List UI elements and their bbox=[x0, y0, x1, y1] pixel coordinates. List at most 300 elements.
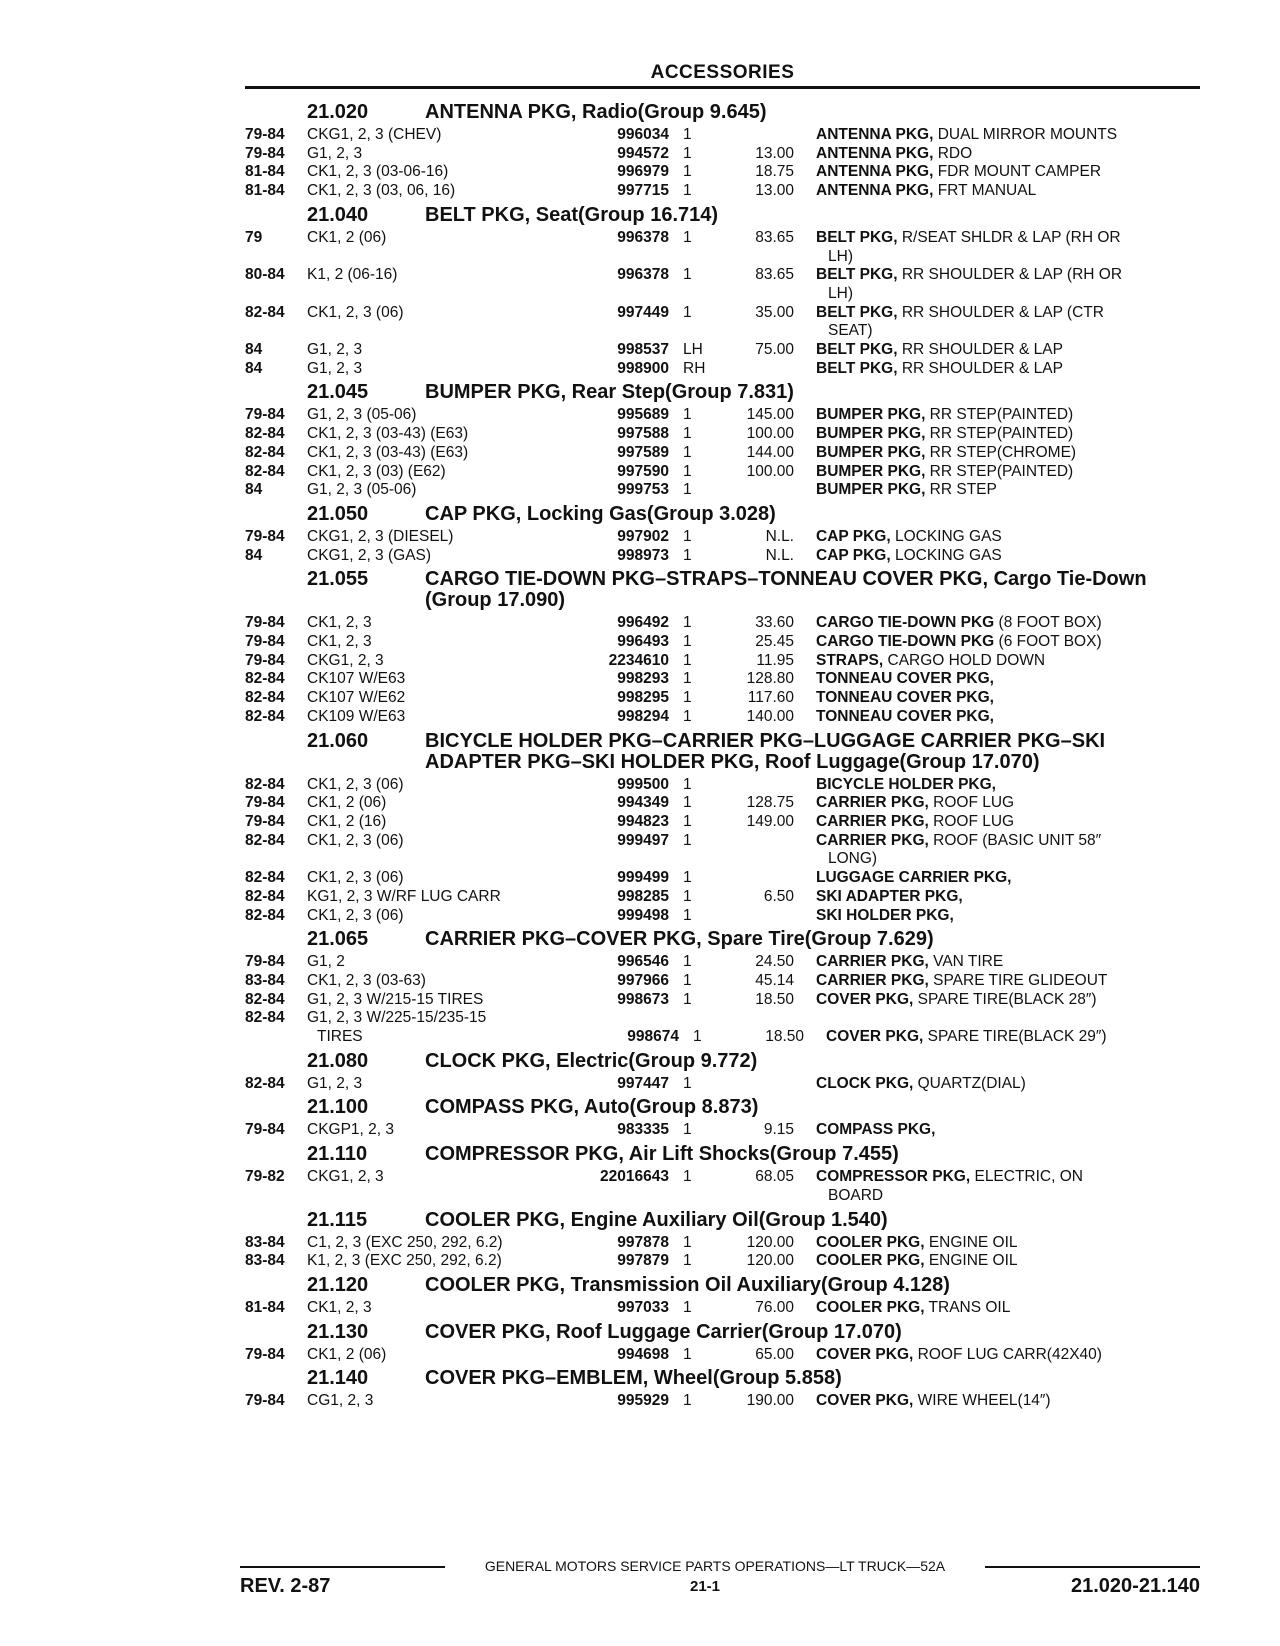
description bbox=[794, 689, 1166, 708]
part-number: 22016643 bbox=[600, 1168, 669, 1186]
catalog-section bbox=[245, 1210, 1200, 1271]
part-number: 997033 bbox=[617, 1298, 669, 1316]
part-row bbox=[245, 652, 1200, 671]
price-blank bbox=[718, 248, 794, 267]
part-row bbox=[245, 547, 1200, 566]
model-years: 79-84 bbox=[245, 812, 285, 830]
application: G1, 2, 3 W/225-15/235-15 bbox=[307, 1009, 487, 1027]
description bbox=[794, 776, 1166, 795]
part-number: 997588 bbox=[617, 425, 669, 443]
footer-page-number: 21-1 bbox=[689, 1578, 721, 1595]
description-text: LOCKING GAS bbox=[890, 546, 1002, 564]
price: 65.00 bbox=[755, 1345, 794, 1363]
application-blank bbox=[307, 285, 577, 304]
application: CK1, 2, 3 bbox=[307, 1298, 372, 1316]
description bbox=[794, 907, 1166, 926]
price bbox=[718, 907, 794, 926]
description bbox=[794, 1009, 1166, 1028]
description-continued-row bbox=[245, 285, 1200, 304]
part-row bbox=[245, 1299, 1200, 1318]
description-keyword: TONNEAU COVER PKG, bbox=[816, 707, 994, 725]
section-title: BICYCLE HOLDER PKG–CARRIER PKG–LUGGAGE CARRIER PKG–SKI ADAPTER PKG–SKI HOLDER PKG, Roof Luggage(Group 17.070) bbox=[425, 729, 1106, 773]
application: G1, 2, 3 bbox=[307, 1074, 363, 1092]
application: CK1, 2, 3 (03-63) bbox=[307, 971, 426, 989]
price: 145.00 bbox=[746, 406, 794, 424]
section-heading bbox=[245, 731, 1200, 773]
model-years: 79-84 bbox=[245, 633, 285, 651]
quantity: 1 bbox=[683, 812, 692, 830]
price: 117.60 bbox=[747, 689, 794, 707]
part-number: 994349 bbox=[617, 794, 669, 812]
application: CG1, 2, 3 bbox=[307, 1392, 374, 1410]
catalog-section bbox=[245, 382, 1200, 500]
price bbox=[718, 869, 794, 888]
description-continued: LH) bbox=[828, 284, 853, 302]
quantity: 1 bbox=[683, 971, 692, 989]
price: 76.00 bbox=[755, 1298, 794, 1316]
description-keyword: BUMPER PKG, bbox=[816, 406, 926, 424]
part-number-blank bbox=[577, 1187, 669, 1206]
application: CK1, 2, 3 (03-06-16) bbox=[307, 163, 449, 181]
application: CK1, 2 (06) bbox=[307, 228, 387, 246]
quantity: 1 bbox=[683, 887, 692, 905]
part-number: 997878 bbox=[617, 1233, 669, 1251]
price: 128.75 bbox=[746, 794, 794, 812]
section-heading bbox=[245, 102, 1200, 123]
description-text: RR STEP bbox=[925, 481, 997, 499]
part-number-blank bbox=[577, 248, 669, 267]
part-number: 995689 bbox=[617, 406, 669, 424]
page-title: ACCESSORIES bbox=[650, 62, 795, 83]
description-continued-row bbox=[245, 850, 1200, 869]
part-row bbox=[245, 813, 1200, 832]
price bbox=[718, 481, 794, 500]
part-row bbox=[245, 360, 1200, 379]
price bbox=[718, 776, 794, 795]
section-title: CARRIER PKG–COVER PKG, Spare Tire(Group 7.629) bbox=[425, 928, 934, 951]
description bbox=[794, 1346, 1166, 1365]
section-heading bbox=[245, 929, 1200, 950]
quantity-blank bbox=[669, 285, 718, 304]
description-text: QUARTZ(DIAL) bbox=[913, 1074, 1026, 1092]
part-row bbox=[245, 689, 1200, 708]
description-text: ROOF LUG bbox=[928, 794, 1015, 812]
quantity: 1 bbox=[683, 144, 692, 162]
description-keyword: BUMPER PKG, bbox=[816, 443, 926, 461]
description-text: VAN TIRE bbox=[928, 953, 1004, 971]
model-years: 79 bbox=[245, 228, 263, 246]
part-number: 999753 bbox=[617, 481, 669, 499]
quantity bbox=[669, 1009, 718, 1028]
application: KG1, 2, 3 W/RF LUG CARR bbox=[307, 887, 501, 905]
quantity: 1 bbox=[683, 614, 692, 632]
price: 18.50 bbox=[755, 990, 794, 1008]
description-keyword: BELT PKG, bbox=[816, 303, 898, 321]
description-text: (6 FOOT BOX) bbox=[994, 633, 1102, 651]
description-continued: SEAT) bbox=[828, 322, 873, 340]
description bbox=[794, 794, 1166, 813]
model-years: 82-84 bbox=[245, 887, 285, 905]
quantity: 1 bbox=[683, 1252, 692, 1270]
section-number: 21.040 bbox=[307, 203, 369, 226]
part-row bbox=[245, 126, 1200, 145]
description-continued-row bbox=[245, 248, 1200, 267]
section-number: 21.140 bbox=[307, 1367, 369, 1390]
description bbox=[794, 1168, 1166, 1187]
part-number: 998673 bbox=[617, 990, 669, 1008]
description-keyword: CARRIER PKG, bbox=[816, 953, 929, 971]
quantity-blank bbox=[669, 850, 718, 869]
model-years: 82-84 bbox=[245, 869, 285, 887]
part-number: 997879 bbox=[617, 1252, 669, 1270]
price: 83.65 bbox=[755, 228, 794, 246]
section-title: ANTENNA PKG, Radio(Group 9.645) bbox=[425, 101, 767, 123]
model-years: 82-84 bbox=[245, 443, 285, 461]
description-keyword: CAP PKG, bbox=[816, 527, 891, 545]
section-number: 21.050 bbox=[307, 502, 369, 525]
quantity: 1 bbox=[693, 1028, 702, 1046]
price-blank bbox=[718, 322, 794, 341]
quantity: 1 bbox=[683, 1168, 692, 1186]
price: 11.95 bbox=[756, 651, 794, 669]
application: CK1, 2, 3 (06) bbox=[307, 303, 404, 321]
part-number: 994698 bbox=[617, 1345, 669, 1363]
price bbox=[718, 1009, 794, 1028]
description-text: RR STEP(PAINTED) bbox=[925, 425, 1074, 443]
application-continued: TIRES bbox=[317, 1028, 363, 1046]
model-years: 84 bbox=[245, 546, 263, 564]
description-keyword: COMPASS PKG, bbox=[816, 1121, 936, 1139]
section-heading bbox=[245, 1051, 1200, 1072]
model-years: 82-84 bbox=[245, 1074, 285, 1092]
section-heading bbox=[245, 569, 1200, 611]
part-row bbox=[245, 444, 1200, 463]
description bbox=[794, 888, 1166, 907]
price bbox=[718, 832, 794, 851]
part-row bbox=[245, 304, 1200, 323]
part-row bbox=[245, 266, 1200, 285]
quantity-blank bbox=[669, 322, 718, 341]
quantity: 1 bbox=[683, 266, 692, 284]
description-continued: LONG) bbox=[828, 850, 878, 868]
application-blank bbox=[307, 1187, 577, 1206]
description-continued-row bbox=[245, 322, 1200, 341]
price: 120.00 bbox=[746, 1252, 794, 1270]
part-number: 998295 bbox=[617, 689, 669, 707]
model-years: 83-84 bbox=[245, 1252, 285, 1270]
part-row bbox=[245, 229, 1200, 248]
section-title: BUMPER PKG, Rear Step(Group 7.831) bbox=[425, 381, 794, 404]
description bbox=[794, 229, 1166, 248]
quantity: 1 bbox=[683, 670, 692, 688]
description bbox=[794, 182, 1166, 201]
description-text: DUAL MIRROR MOUNTS bbox=[933, 126, 1118, 143]
description bbox=[794, 832, 1166, 851]
application: CK1, 2, 3 (06) bbox=[307, 906, 404, 924]
description-keyword: TONNEAU COVER PKG, bbox=[816, 689, 994, 707]
part-row bbox=[245, 776, 1200, 795]
part-row bbox=[245, 182, 1200, 201]
price: 45.14 bbox=[755, 971, 794, 989]
model-years: 79-84 bbox=[245, 953, 285, 971]
description bbox=[794, 1392, 1166, 1411]
model-years: 84 bbox=[245, 341, 263, 359]
catalog-section bbox=[245, 1322, 1200, 1365]
part-number-blank bbox=[577, 850, 669, 869]
quantity: 1 bbox=[683, 303, 692, 321]
catalog-section bbox=[245, 1051, 1200, 1094]
model-years: 82-84 bbox=[245, 831, 285, 849]
part-number: 994823 bbox=[617, 812, 669, 830]
price: 9.15 bbox=[763, 1121, 794, 1139]
description-keyword: BICYCLE HOLDER PKG, bbox=[816, 775, 996, 793]
quantity: 1 bbox=[683, 651, 692, 669]
price: 13.00 bbox=[755, 182, 794, 200]
quantity: 1 bbox=[683, 462, 692, 480]
quantity: 1 bbox=[683, 443, 692, 461]
description-text: SPARE TIRE(BLACK 28″) bbox=[913, 990, 1097, 1008]
part-number: 999499 bbox=[617, 869, 669, 887]
model-years: 83-84 bbox=[245, 1233, 285, 1251]
part-number: 997715 bbox=[617, 182, 669, 200]
part-row bbox=[245, 463, 1200, 482]
quantity: 1 bbox=[683, 953, 692, 971]
description bbox=[794, 652, 1166, 671]
part-number: 996378 bbox=[617, 266, 669, 284]
model-years: 84 bbox=[245, 359, 263, 377]
description-text: CARGO HOLD DOWN bbox=[883, 651, 1046, 669]
part-number: 998674 bbox=[627, 1028, 679, 1046]
description bbox=[794, 528, 1166, 547]
description-text: R/SEAT SHLDR & LAP (RH OR bbox=[897, 228, 1121, 246]
description-keyword: BUMPER PKG, bbox=[816, 481, 926, 499]
quantity-blank bbox=[669, 248, 718, 267]
section-heading bbox=[245, 1210, 1200, 1231]
section-title: BELT PKG, Seat(Group 16.714) bbox=[425, 203, 719, 226]
part-number: 999497 bbox=[617, 831, 669, 849]
description-keyword: BUMPER PKG, bbox=[816, 462, 926, 480]
section-title: COVER PKG–EMBLEM, Wheel(Group 5.858) bbox=[425, 1367, 842, 1390]
section-number: 21.100 bbox=[307, 1096, 369, 1119]
part-number-blank bbox=[577, 322, 669, 341]
model-years: 83-84 bbox=[245, 971, 285, 989]
section-number: 21.065 bbox=[307, 928, 369, 951]
description-text: RR STEP(PAINTED) bbox=[925, 406, 1074, 424]
description-text: SPARE TIRE GLIDEOUT bbox=[928, 971, 1108, 989]
footer-publisher: GENERAL MOTORS SERVICE PARTS OPERATIONS—LT TRUCK—52A bbox=[484, 1558, 946, 1574]
price: 24.50 bbox=[755, 953, 794, 971]
quantity: 1 bbox=[683, 425, 692, 443]
model-years: 82-84 bbox=[245, 707, 285, 725]
section-heading bbox=[245, 1368, 1200, 1389]
description bbox=[794, 425, 1166, 444]
application: CKG1, 2, 3 bbox=[307, 651, 384, 669]
application: CK1, 2 (06) bbox=[307, 794, 387, 812]
part-row bbox=[245, 1392, 1200, 1411]
catalog-section bbox=[245, 1097, 1200, 1140]
price: N.L. bbox=[765, 527, 794, 545]
description-text: ENGINE OIL bbox=[924, 1252, 1018, 1270]
catalog-section bbox=[245, 205, 1200, 379]
catalog-section bbox=[245, 731, 1200, 926]
part-row bbox=[245, 341, 1200, 360]
part-number: 997590 bbox=[617, 462, 669, 480]
price: 140.00 bbox=[746, 707, 794, 725]
price: 33.60 bbox=[755, 614, 794, 632]
price: 190.00 bbox=[746, 1392, 794, 1410]
part-number: 999498 bbox=[617, 906, 669, 924]
section-title: CLOCK PKG, Electric(Group 9.772) bbox=[425, 1049, 758, 1072]
model-years-blank bbox=[245, 1028, 307, 1047]
part-row bbox=[245, 832, 1200, 851]
description-text: FDR MOUNT CAMPER bbox=[933, 163, 1102, 181]
description-keyword: CARRIER PKG, bbox=[816, 794, 929, 812]
part-number: 996378 bbox=[617, 228, 669, 246]
model-years: 82-84 bbox=[245, 670, 285, 688]
section-title: COVER PKG, Roof Luggage Carrier(Group 17.070) bbox=[425, 1320, 902, 1343]
model-years-blank bbox=[245, 322, 307, 341]
part-row bbox=[245, 528, 1200, 547]
footer-rule-right bbox=[985, 1566, 1200, 1568]
description-text: ROOF LUG CARR(42X40) bbox=[913, 1345, 1102, 1363]
description bbox=[794, 633, 1166, 652]
application: G1, 2, 3 (05-06) bbox=[307, 481, 417, 499]
part-number: 983335 bbox=[617, 1121, 669, 1139]
section-number: 21.055 bbox=[307, 568, 369, 591]
part-row bbox=[245, 1346, 1200, 1365]
part-row bbox=[245, 1009, 1200, 1028]
quantity: 1 bbox=[683, 481, 692, 499]
parts-listing bbox=[245, 102, 1200, 1415]
description-text: RR SHOULDER & LAP bbox=[897, 341, 1063, 359]
description-keyword: ANTENNA PKG, bbox=[816, 144, 934, 162]
quantity-blank bbox=[669, 1187, 718, 1206]
quantity: 1 bbox=[683, 126, 692, 143]
part-number: 2234610 bbox=[608, 651, 669, 669]
section-number: 21.130 bbox=[307, 1320, 369, 1343]
quantity: 1 bbox=[683, 707, 692, 725]
description-keyword: BUMPER PKG, bbox=[816, 425, 926, 443]
description bbox=[794, 266, 1166, 285]
description-keyword: COVER PKG, bbox=[816, 1392, 914, 1410]
application: G1, 2 bbox=[307, 953, 345, 971]
description-keyword: LUGGAGE CARRIER PKG, bbox=[816, 869, 1012, 887]
description bbox=[794, 614, 1166, 633]
quantity: 1 bbox=[683, 906, 692, 924]
model-years: 79-84 bbox=[245, 1121, 285, 1139]
application-blank bbox=[307, 850, 577, 869]
part-row bbox=[245, 888, 1200, 907]
price: 75.00 bbox=[755, 341, 794, 359]
price: 25.45 bbox=[755, 633, 794, 651]
description-text: ROOF LUG bbox=[928, 812, 1015, 830]
application: CK107 W/E62 bbox=[307, 689, 406, 707]
description bbox=[794, 1234, 1166, 1253]
part-row bbox=[245, 1168, 1200, 1187]
quantity: 1 bbox=[683, 1345, 692, 1363]
description-keyword: CARRIER PKG, bbox=[816, 831, 929, 849]
description-text: RR SHOULDER & LAP bbox=[897, 359, 1063, 377]
quantity: 1 bbox=[683, 228, 692, 246]
model-years: 79-84 bbox=[245, 614, 285, 632]
section-number: 21.060 bbox=[307, 729, 369, 752]
application: CK1, 2, 3 (03) (E62) bbox=[307, 462, 446, 480]
model-years-blank bbox=[245, 248, 307, 267]
application: G1, 2, 3 bbox=[307, 341, 363, 359]
catalog-section bbox=[245, 504, 1200, 565]
section-heading bbox=[245, 1097, 1200, 1118]
application: CK1, 2, 3 bbox=[307, 633, 372, 651]
model-years: 79-84 bbox=[245, 1392, 285, 1410]
section-title: COOLER PKG, Transmission Oil Auxiliary(Group 4.128) bbox=[425, 1273, 950, 1296]
description bbox=[794, 813, 1166, 832]
description-keyword: TONNEAU COVER PKG, bbox=[816, 670, 994, 688]
part-row bbox=[245, 869, 1200, 888]
application: CK107 W/E63 bbox=[307, 670, 406, 688]
description-keyword: BELT PKG, bbox=[816, 359, 898, 377]
description bbox=[794, 953, 1166, 972]
description-keyword: COVER PKG, bbox=[826, 1028, 924, 1046]
description-keyword: COOLER PKG, bbox=[816, 1233, 925, 1251]
application: K1, 2 (06-16) bbox=[307, 266, 398, 284]
price: 18.75 bbox=[755, 163, 794, 181]
part-row-continued bbox=[245, 1028, 1200, 1047]
catalog-section bbox=[245, 1144, 1200, 1205]
catalog-section bbox=[245, 1368, 1200, 1411]
model-years-blank bbox=[245, 850, 307, 869]
description bbox=[794, 1252, 1166, 1271]
part-row bbox=[245, 1234, 1200, 1253]
description bbox=[794, 463, 1166, 482]
section-number: 21.080 bbox=[307, 1049, 369, 1072]
model-years: 82-84 bbox=[245, 1009, 285, 1027]
section-heading bbox=[245, 1144, 1200, 1165]
model-years: 79-84 bbox=[245, 406, 285, 424]
model-years: 79-82 bbox=[245, 1168, 285, 1186]
part-number: 997449 bbox=[617, 303, 669, 321]
section-heading bbox=[245, 1275, 1200, 1296]
application: CK1, 2 (16) bbox=[307, 812, 387, 830]
part-number: 996492 bbox=[617, 614, 669, 632]
part-row bbox=[245, 1121, 1200, 1140]
section-title: CAP PKG, Locking Gas(Group 3.028) bbox=[425, 502, 776, 525]
description-keyword: COMPRESSOR PKG, bbox=[816, 1168, 971, 1186]
description-continued: BOARD bbox=[828, 1186, 884, 1204]
description-text: TRANS OIL bbox=[924, 1298, 1011, 1316]
description-keyword: COVER PKG, bbox=[816, 1345, 914, 1363]
description-text: ROOF (BASIC UNIT 58″ bbox=[928, 831, 1102, 849]
section-number: 21.120 bbox=[307, 1273, 369, 1296]
description-continued: LH) bbox=[828, 247, 853, 265]
section-title: CARGO TIE-DOWN PKG–STRAPS–TONNEAU COVER PKG, Cargo Tie-Down (Group 17.090) bbox=[425, 568, 1147, 612]
description-text: ENGINE OIL bbox=[924, 1233, 1018, 1251]
quantity: 1 bbox=[683, 1233, 692, 1251]
description-keyword: CARGO TIE-DOWN PKG bbox=[816, 614, 995, 632]
description bbox=[794, 163, 1166, 182]
application: CKGP1, 2, 3 bbox=[307, 1121, 395, 1139]
description-keyword: COVER PKG, bbox=[816, 990, 914, 1008]
description-keyword: CARGO TIE-DOWN PKG bbox=[816, 633, 995, 651]
part-row bbox=[245, 633, 1200, 652]
description bbox=[804, 1028, 1176, 1047]
quantity: 1 bbox=[683, 163, 692, 181]
quantity: 1 bbox=[683, 1121, 692, 1139]
description-keyword: ANTENNA PKG, bbox=[816, 163, 934, 181]
price: 120.00 bbox=[746, 1233, 794, 1251]
description-keyword: CARRIER PKG, bbox=[816, 812, 929, 830]
part-row bbox=[245, 991, 1200, 1010]
application: CK109 W/E63 bbox=[307, 707, 406, 725]
